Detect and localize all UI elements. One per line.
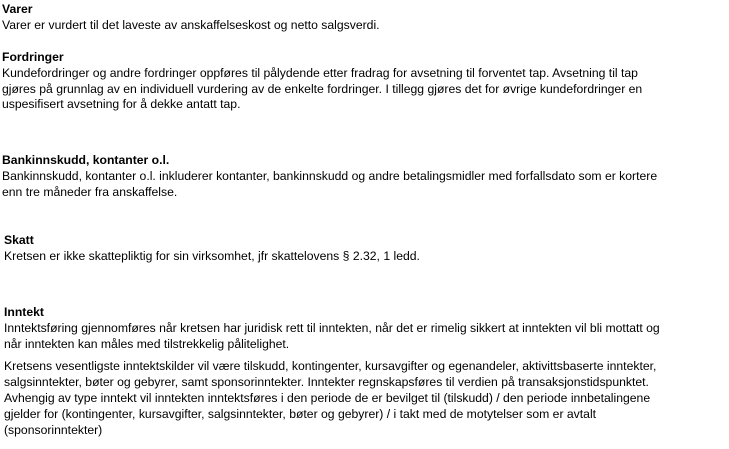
section-inntekt (4, 305, 728, 438)
section-text-line: Inntektsføring gjennomføres når kretsen har juridisk rett til inntekten, når det er rimelig sikkert at inntekten vil bli mottatt og (4, 320, 660, 335)
paragraph-spacer (4, 352, 728, 359)
section-heading: Skatt (4, 233, 34, 247)
section-text-line: gjelder for (kontingenter, kursavgifter, salgsinntekter, bøter og gebyrer) / i takt med de motytelser som er avtalt (4, 406, 597, 421)
section-heading: Inntekt (4, 305, 44, 319)
section-text-line: Kundefordringer og andre fordringer oppføres til pålydende etter fradrag for avsetning til forventet tap. Avsetning til tap (2, 65, 638, 80)
section-text-line: salgsinntekter, bøter og gebyrer, samt sponsorinntekter. Inntekter regnskapsføres til verdien på transaksjonstidspunktet. (4, 375, 649, 390)
paragraph (4, 321, 728, 353)
section-text-line: når inntekten kan måles med tilstrekkelig pålitelighet. (4, 336, 290, 351)
section-text-line: Bankinnskudd, kontanter o.l. inkluderer kontanter, bankinnskudd og andre betalingsmidler med forfallsdato som er kortere (2, 168, 658, 183)
section-text-line: uspesifisert avsetning for å dekke antatt tap. (2, 97, 241, 112)
section-text-line: enn tre måneder fra anskaffelse. (2, 184, 178, 199)
section-text-line: Kretsens vesentligste inntektskilder vil være tilskudd, kontingenter, kursavgifter og egenandeler, aktivittsbaserte inntekter, (4, 359, 657, 374)
section-text-line: Avhengig av type inntekt vil inntekten inntektsføres i den periode de er bevilget til (tilskudd) / den periode innbetalingene (4, 390, 651, 405)
section-heading: Varer (2, 2, 33, 16)
section-text-line: Varer er vurdert til det laveste av anskaffelseskost og netto salgsverdi. (2, 17, 380, 32)
paragraph (4, 359, 728, 438)
section-heading: Bankinnskudd, kontanter o.l. (2, 153, 170, 167)
section-bankinnskudd (2, 153, 726, 200)
section-heading: Fordringer (2, 50, 64, 64)
section-varer (2, 2, 726, 34)
section-fordringer (2, 50, 726, 113)
section-text-line: gjøres på grunnlag av en individuell vurdering av de enkelte fordringer. I tillegg gjøres det for øvrige kundefordringer en (2, 81, 643, 96)
section-text-line: Kretsen er ikke skattepliktig for sin virksomhet, jfr skattelovens § 2.32, 1 ledd. (4, 248, 420, 263)
section-text-line: (sponsorinntekter) (4, 422, 103, 437)
section-skatt (4, 233, 728, 265)
